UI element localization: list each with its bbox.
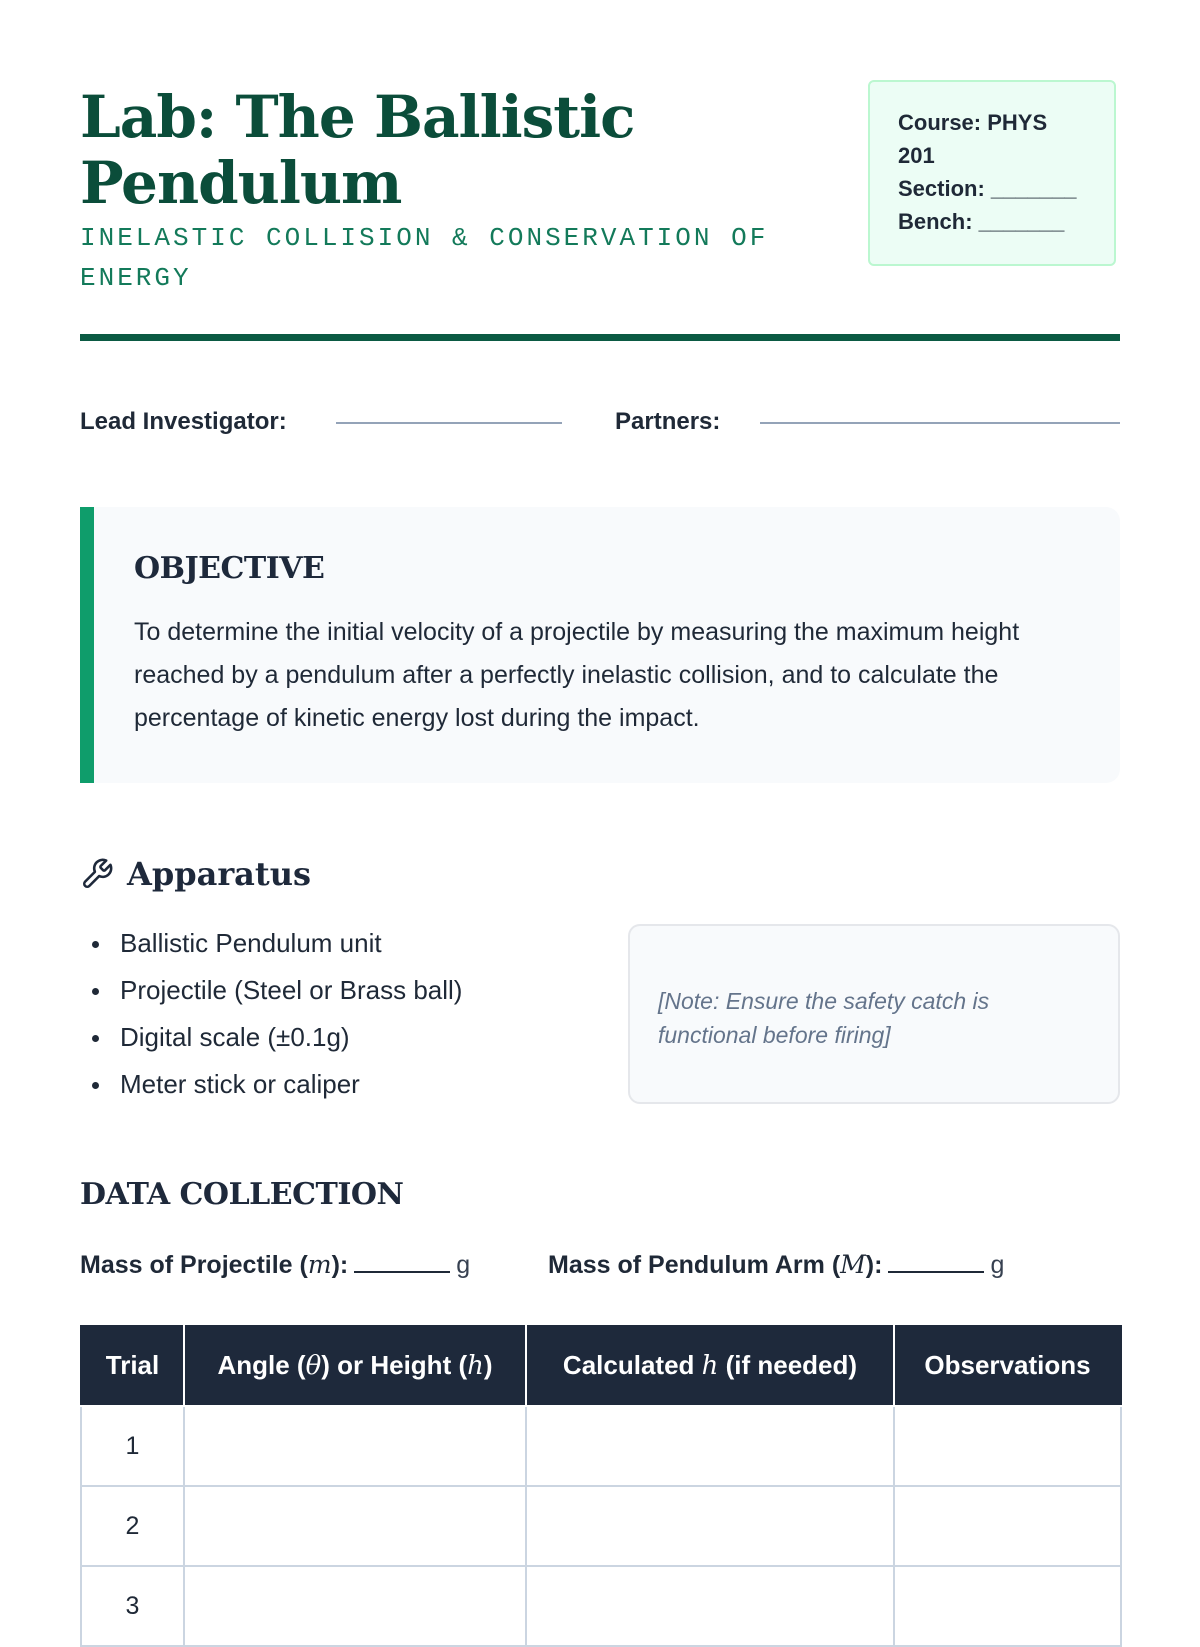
calculated-cell[interactable] [526,1486,894,1566]
wrench-icon [80,857,114,891]
mass-pendulum-unit: g [990,1251,1005,1279]
trial-number: 3 [81,1566,184,1646]
apparatus-item: Projectile (Steel or Brass ball) [80,967,580,1014]
observations-cell[interactable] [894,1406,1121,1486]
course-info-box [868,80,1116,266]
apparatus-list [80,920,580,1108]
header-divider [80,334,1120,341]
mass-pendulum-label: Mass of Pendulum Arm (M): [548,1250,883,1279]
col-header-observations: Observations [894,1325,1121,1406]
col-header-trial: Trial [81,1325,184,1406]
names-row [80,400,1120,444]
calculated-cell[interactable] [526,1566,894,1646]
section-label[interactable]: Section: _______ [898,176,1077,201]
lead-investigator-label: Lead Investigator: [80,408,287,435]
safety-note: [Note: Ensure the safety catch is functional before firing] [628,924,1120,1104]
apparatus-item: Ballistic Pendulum unit [80,920,580,967]
trial-number: 2 [81,1486,184,1566]
trial-number: 1 [81,1406,184,1486]
table-row [81,1486,1121,1566]
observations-cell[interactable] [894,1566,1121,1646]
page-subtitle: INELASTIC COLLISION & CONSERVATION OF ENERGY [80,223,769,293]
angle-cell[interactable] [184,1406,526,1486]
mass-projectile-field[interactable] [354,1251,450,1273]
page-title: Lab: The Ballistic Pendulum [80,83,635,217]
mass-projectile-label: Mass of Projectile (m): [80,1250,349,1279]
observations-cell[interactable] [894,1486,1121,1566]
apparatus-heading: Apparatus [127,855,311,893]
table-header-row [81,1325,1121,1406]
course-label: Course: PHYS 201 [898,110,1048,168]
col-header-calculated: Calculated h (if needed) [526,1325,894,1406]
table-row [81,1566,1121,1646]
lead-investigator-field[interactable] [336,422,562,424]
apparatus-item: Digital scale (±0.1g) [80,1014,580,1061]
objective-heading: OBJECTIVE [134,551,325,586]
apparatus-item: Meter stick or caliper [80,1061,580,1108]
col-header-angle: Angle (θ) or Height (h) [184,1325,526,1406]
data-collection-heading: DATA COLLECTION [80,1177,404,1212]
partners-label: Partners: [615,408,721,435]
angle-cell[interactable] [184,1566,526,1646]
mass-pendulum [548,1243,1004,1287]
data-table [80,1325,1122,1647]
header [80,78,1120,348]
bench-label[interactable]: Bench: _______ [898,209,1065,234]
mass-projectile-unit: g [456,1251,471,1279]
angle-cell[interactable] [184,1486,526,1566]
objective-text: To determine the initial velocity of a projectile by measuring the maximum height reached by a pendulum after a perfectly inelastic collision, and to calculate the percentage of kinetic energy lost during the impact. [134,618,1020,732]
calculated-cell[interactable] [526,1406,894,1486]
table-row [81,1406,1121,1486]
mass-projectile [80,1243,470,1287]
partners-field[interactable] [760,422,1120,424]
objective-section [80,507,1120,783]
mass-pendulum-field[interactable] [888,1251,984,1273]
